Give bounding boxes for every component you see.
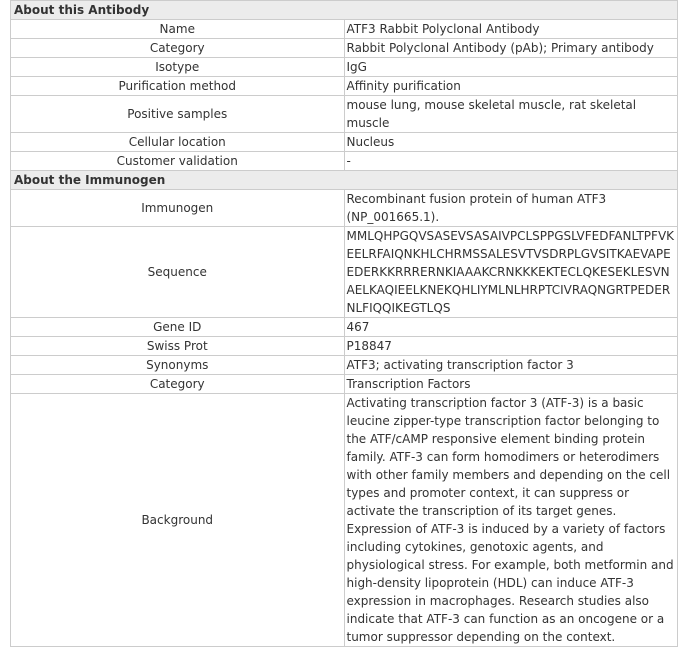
section-antibody: [11, 1, 678, 20]
row-value: ATF3; activating transcription factor 3: [344, 356, 678, 375]
row-value: Recombinant fusion protein of human ATF3 (NP_001665.1).: [344, 190, 678, 227]
row-label: Name: [11, 20, 345, 39]
table-row-swiss-prot: [11, 337, 678, 356]
row-value: ATF3 Rabbit Polyclonal Antibody: [344, 20, 678, 39]
row-value: MMLQHPGQVSASEVSASAIVPCLSPPGSLVFEDFANLTPFVKEELRFAIQNKHLCHRMSSALESVTVSDRPLGVSITKAEVAPEEDERKKRRRERNKIAAAKCRNKKKEKTECLQKESEKLESVNAELKAQIEELKNEKQHLIYMLNLHRPTCIVRAQNGRTPEDERNLFIQQIKEGTLQS: [344, 227, 678, 318]
section-immunogen: [11, 171, 678, 190]
product-info-panel: [10, 0, 678, 647]
row-label: Purification method: [11, 77, 345, 96]
row-label: Cellular location: [11, 133, 345, 152]
table-row-purification: [11, 77, 678, 96]
row-label: Synonyms: [11, 356, 345, 375]
row-label: Positive samples: [11, 96, 345, 133]
row-value: IgG: [344, 58, 678, 77]
row-value: P18847: [344, 337, 678, 356]
table-row-sequence: [11, 227, 678, 318]
row-value: Transcription Factors: [344, 375, 678, 394]
row-label: Immunogen: [11, 190, 345, 227]
row-value: Activating transcription factor 3 (ATF-3) is a basic leucine zipper-type transcription factor belonging to the ATF/cAMP responsive element binding protein family. ATF-3 can form homodimers or heterodimers with other family members and depending on the cell types and promoter context, it can suppress or activate the transcription of its target genes. Expression of ATF-3 is induced by a variety of factors including cytokines, genotoxic agents, and physiological stress. For example, both metformin and high-density lipoprotein (HDL) can induce ATF-3 expression in macrophages. Research studies also indicate that ATF-3 can function as an oncogene or a tumor suppressor depending on the context.: [344, 394, 678, 647]
table-row-category: [11, 39, 678, 58]
table-row-background: [11, 394, 678, 647]
table-row-gene-id: [11, 318, 678, 337]
row-label: Customer validation: [11, 152, 345, 171]
row-label: Background: [11, 394, 345, 647]
table-row-cellular-location: [11, 133, 678, 152]
table-row-name: [11, 20, 678, 39]
table-row-isotype: [11, 58, 678, 77]
row-value: mouse lung, mouse skeletal muscle, rat skeletal muscle: [344, 96, 678, 133]
row-label: Sequence: [11, 227, 345, 318]
section-heading-antibody: About this Antibody: [11, 1, 678, 20]
table-row-immunogen-category: [11, 375, 678, 394]
table-row-immunogen: [11, 190, 678, 227]
row-value: 467: [344, 318, 678, 337]
row-value: Nucleus: [344, 133, 678, 152]
row-value: Affinity purification: [344, 77, 678, 96]
row-value: Rabbit Polyclonal Antibody (pAb); Primary antibody: [344, 39, 678, 58]
table-row-synonyms: [11, 356, 678, 375]
product-info-table: [10, 0, 678, 647]
row-value: -: [344, 152, 678, 171]
section-heading-immunogen: About the Immunogen: [11, 171, 678, 190]
row-label: Category: [11, 39, 345, 58]
row-label: Swiss Prot: [11, 337, 345, 356]
row-label: Category: [11, 375, 345, 394]
row-label: Isotype: [11, 58, 345, 77]
table-row-customer-validation: [11, 152, 678, 171]
table-row-positive-samples: [11, 96, 678, 133]
row-label: Gene ID: [11, 318, 345, 337]
